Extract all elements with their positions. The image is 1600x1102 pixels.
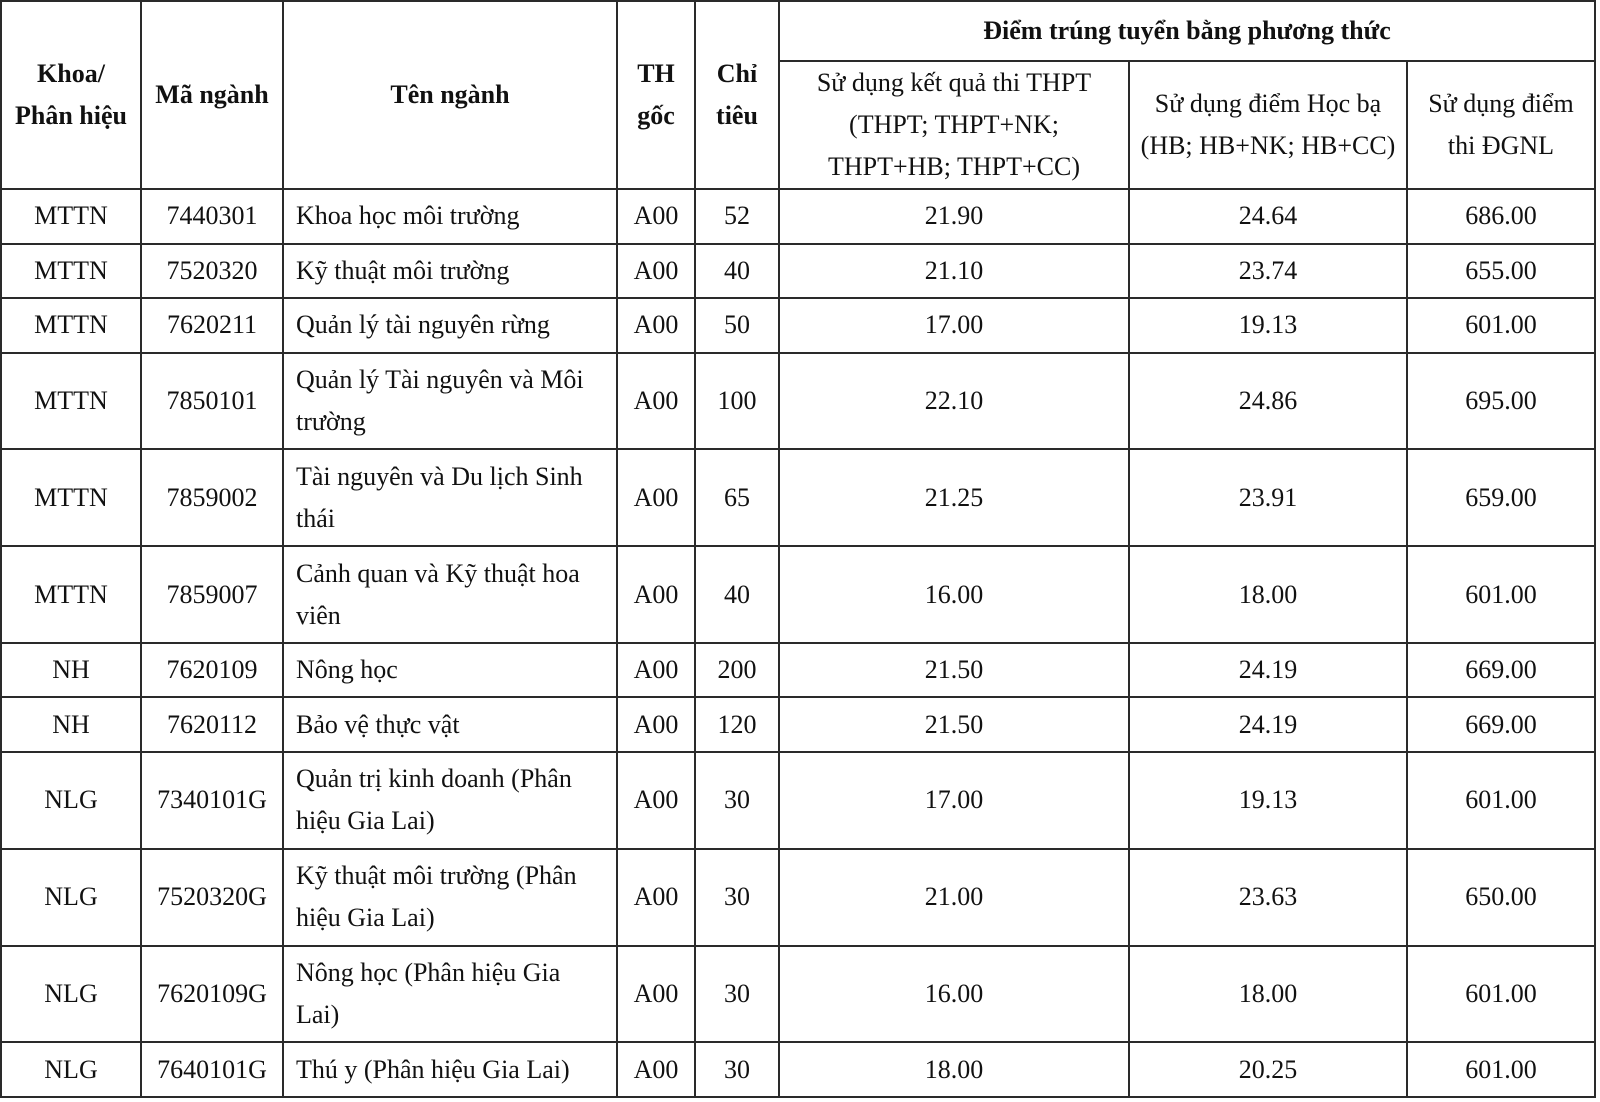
cell-combo: A00 [617, 697, 695, 752]
cell-score-thpt: 21.50 [779, 643, 1129, 698]
cell-code: 7520320 [141, 244, 283, 299]
cell-faculty: MTTN [1, 244, 141, 299]
table-row [1, 546, 1595, 643]
cell-score-thpt: 17.00 [779, 298, 1129, 353]
table-row [1, 697, 1595, 752]
cell-name: Tài nguyên và Du lịch Sinh thái [283, 449, 617, 546]
cell-score-thpt: 21.25 [779, 449, 1129, 546]
cell-faculty: MTTN [1, 546, 141, 643]
cell-score-hb: 23.63 [1129, 849, 1407, 946]
cell-quota: 30 [695, 849, 779, 946]
cell-faculty: NH [1, 697, 141, 752]
cell-combo: A00 [617, 849, 695, 946]
cell-score-thpt: 21.00 [779, 849, 1129, 946]
header-faculty: Khoa/ Phân hiệu [1, 1, 141, 189]
cell-quota: 30 [695, 1042, 779, 1097]
cell-quota: 40 [695, 244, 779, 299]
header-code: Mã ngành [141, 1, 283, 189]
cell-score-thpt: 22.10 [779, 353, 1129, 450]
table-row [1, 449, 1595, 546]
cell-name: Cảnh quan và Kỹ thuật hoa viên [283, 546, 617, 643]
cell-quota: 30 [695, 946, 779, 1043]
cell-quota: 65 [695, 449, 779, 546]
cell-code: 7620211 [141, 298, 283, 353]
cell-score-dgnl: 601.00 [1407, 752, 1595, 849]
cell-score-hb: 19.13 [1129, 298, 1407, 353]
cell-quota: 100 [695, 353, 779, 450]
table-row [1, 752, 1595, 849]
cell-faculty: MTTN [1, 353, 141, 450]
cell-score-hb: 24.19 [1129, 643, 1407, 698]
cell-score-hb: 23.74 [1129, 244, 1407, 299]
cell-faculty: MTTN [1, 189, 141, 244]
cell-quota: 50 [695, 298, 779, 353]
cell-score-thpt: 17.00 [779, 752, 1129, 849]
table-row [1, 849, 1595, 946]
cell-code: 7859007 [141, 546, 283, 643]
cell-score-hb: 19.13 [1129, 752, 1407, 849]
cell-combo: A00 [617, 449, 695, 546]
cell-combo: A00 [617, 298, 695, 353]
cell-name: Khoa học môi trường [283, 189, 617, 244]
table-row [1, 298, 1595, 353]
cell-name: Kỹ thuật môi trường [283, 244, 617, 299]
cell-name: Quản lý tài nguyên rừng [283, 298, 617, 353]
cell-quota: 30 [695, 752, 779, 849]
table-row [1, 189, 1595, 244]
cell-score-thpt: 21.50 [779, 697, 1129, 752]
cell-faculty: NLG [1, 946, 141, 1043]
cell-faculty: MTTN [1, 298, 141, 353]
cell-name: Kỹ thuật môi trường (Phân hiệu Gia Lai) [283, 849, 617, 946]
table-row [1, 946, 1595, 1043]
header-row-top [1, 1, 1595, 61]
cell-score-dgnl: 659.00 [1407, 449, 1595, 546]
cell-score-dgnl: 695.00 [1407, 353, 1595, 450]
cell-name: Thú y (Phân hiệu Gia Lai) [283, 1042, 617, 1097]
cell-code: 7640101G [141, 1042, 283, 1097]
header-method-thpt: Sử dụng kết quả thi THPT (THPT; THPT+NK; THPT+HB; THPT+CC) [779, 61, 1129, 189]
cell-score-dgnl: 601.00 [1407, 946, 1595, 1043]
cell-score-dgnl: 669.00 [1407, 643, 1595, 698]
cell-score-dgnl: 601.00 [1407, 298, 1595, 353]
cell-score-dgnl: 655.00 [1407, 244, 1595, 299]
cell-name: Quản lý Tài nguyên và Môi trường [283, 353, 617, 450]
cell-combo: A00 [617, 643, 695, 698]
table-row [1, 643, 1595, 698]
cell-combo: A00 [617, 1042, 695, 1097]
cell-score-hb: 18.00 [1129, 946, 1407, 1043]
cell-code: 7859002 [141, 449, 283, 546]
cell-score-hb: 18.00 [1129, 546, 1407, 643]
header-score-group: Điểm trúng tuyển bằng phương thức [779, 1, 1595, 61]
cell-score-dgnl: 669.00 [1407, 697, 1595, 752]
cell-name: Nông học [283, 643, 617, 698]
header-name: Tên ngành [283, 1, 617, 189]
cell-score-hb: 20.25 [1129, 1042, 1407, 1097]
cell-code: 7850101 [141, 353, 283, 450]
cell-name: Bảo vệ thực vật [283, 697, 617, 752]
cell-quota: 200 [695, 643, 779, 698]
cell-score-dgnl: 601.00 [1407, 546, 1595, 643]
cell-code: 7620112 [141, 697, 283, 752]
cell-combo: A00 [617, 244, 695, 299]
table-body [1, 189, 1595, 1097]
cell-code: 7340101G [141, 752, 283, 849]
cell-code: 7520320G [141, 849, 283, 946]
cell-code: 7620109G [141, 946, 283, 1043]
cell-score-hb: 24.19 [1129, 697, 1407, 752]
cell-combo: A00 [617, 353, 695, 450]
cell-quota: 120 [695, 697, 779, 752]
table-row [1, 244, 1595, 299]
cell-score-hb: 24.86 [1129, 353, 1407, 450]
cell-faculty: MTTN [1, 449, 141, 546]
cell-score-thpt: 21.10 [779, 244, 1129, 299]
cell-faculty: NLG [1, 1042, 141, 1097]
cell-score-thpt: 21.90 [779, 189, 1129, 244]
cell-quota: 40 [695, 546, 779, 643]
cell-score-dgnl: 686.00 [1407, 189, 1595, 244]
cell-faculty: NLG [1, 752, 141, 849]
cell-quota: 52 [695, 189, 779, 244]
cell-score-thpt: 18.00 [779, 1042, 1129, 1097]
cell-faculty: NH [1, 643, 141, 698]
cell-score-hb: 23.91 [1129, 449, 1407, 546]
cell-combo: A00 [617, 189, 695, 244]
cell-score-hb: 24.64 [1129, 189, 1407, 244]
header-method-hb: Sử dụng điểm Học bạ (HB; HB+NK; HB+CC) [1129, 61, 1407, 189]
cell-score-thpt: 16.00 [779, 946, 1129, 1043]
header-method-dgnl: Sử dụng điểm thi ĐGNL [1407, 61, 1595, 189]
cell-combo: A00 [617, 752, 695, 849]
cell-score-dgnl: 650.00 [1407, 849, 1595, 946]
cell-name: Quản trị kinh doanh (Phân hiệu Gia Lai) [283, 752, 617, 849]
cell-faculty: NLG [1, 849, 141, 946]
cell-score-thpt: 16.00 [779, 546, 1129, 643]
table-row [1, 1042, 1595, 1097]
cell-name: Nông học (Phân hiệu Gia Lai) [283, 946, 617, 1043]
header-combo: TH gốc [617, 1, 695, 189]
cell-code: 7620109 [141, 643, 283, 698]
cell-combo: A00 [617, 546, 695, 643]
table-row [1, 353, 1595, 450]
cell-code: 7440301 [141, 189, 283, 244]
cell-score-dgnl: 601.00 [1407, 1042, 1595, 1097]
cell-combo: A00 [617, 946, 695, 1043]
header-quota: Chỉ tiêu [695, 1, 779, 189]
